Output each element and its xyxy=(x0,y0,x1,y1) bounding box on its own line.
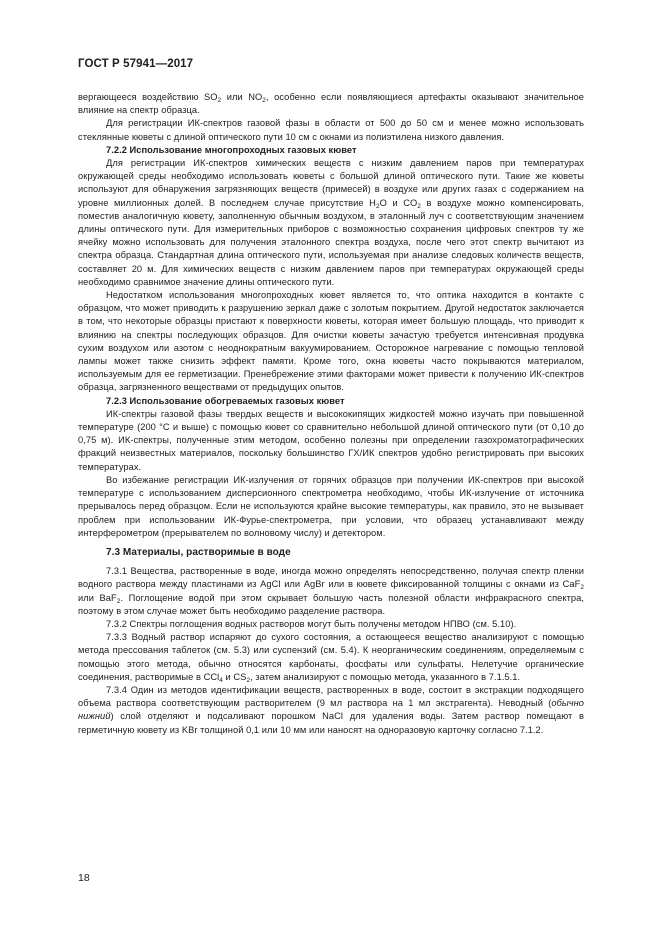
page-number: 18 xyxy=(78,872,90,884)
section-heading xyxy=(78,546,584,559)
text-run: или NO xyxy=(221,92,263,102)
subscript: 2 xyxy=(417,202,421,210)
document-header: ГОСТ Р 57941—2017 xyxy=(78,58,194,70)
text-run: 7.3.2 Спектры поглощения водных растворов могут быть получены методом НПВО (см. 5.10). xyxy=(106,618,517,629)
subscript: 2 xyxy=(580,584,584,592)
text-run: O и CO xyxy=(379,197,418,208)
text-run: 7.3.3 Водный раствор испаряют до сухого состояния, а остающееся вещество анализируют с помощью метода прессования таблеток (см. 5.3) или суспензий (см. 5.4). К неорганическим соединениям, определяемым с помощью этого метода, обычно относятся карбонаты, фосфаты или сульфаты. Нелетучие органические соединения, растворимые в CCl xyxy=(78,632,584,682)
body-paragraph xyxy=(78,474,584,540)
body-paragraph xyxy=(78,157,584,289)
text-run: в воздухе можно компенсировать, поместив аналогичную кювету, заполненную обычным воздухом, в эталонный луч с соответствующим значением длины оптического пути. Для измерительных приборов с возможностью сохранения цифровых спектров ту же ячейку можно использовать для получения эталонного спектра воздуха, после чего этот спектр вычитают из спектра образца. Стандартная длина оптического пути, используемая при анализе следовых количеств веществ, составляет 20 м. Для химических веществ с низким давлением паров при температурах окружающей среды необходимо сравнимое значение длины оптического пути. xyxy=(78,197,585,287)
subscript: 4 xyxy=(219,676,223,684)
text-run: Для регистрации ИК-спектров химических веществ с низким давлением паров при температурах окружающей среды необходимо использовать кюветы с большой длиной оптического пути. Такие же кюветы используют для обнаружения загрязняющих веществ (примесей) в воздухе или других газах с содержанием на уровне миллионных долей. В последнем случае присутствие H xyxy=(78,158,584,208)
text-run: 7.3 Материалы, растворимые в воде xyxy=(106,546,291,558)
text-run: и CS xyxy=(222,671,247,682)
text-run: Во избежание регистрации ИК-излучения от горячих образцов при получении ИК-спектров при высокой температуре с использованием дисперсионного спектрометра необходимо, чтобы ИК-излучение от источника прерывалось перед образцом. Если не используются крайне высокие температуры, как правило, это не вызывает проблем при использовании ИК-Фурье-спектрометра, при условии, что образец устанавливают между интерферометром (прерывателем по волновому числу) и детектором. xyxy=(78,474,584,538)
subscript: 2 xyxy=(246,676,251,684)
text-run: , особенно если появляющиеся артефакты оказывают значительное влияние на спектр образца. xyxy=(78,92,584,116)
italic-text: обычно нижний xyxy=(78,698,584,722)
subscript: 2 xyxy=(217,97,222,104)
body-paragraph xyxy=(78,408,584,474)
body-paragraph xyxy=(78,618,584,631)
text-run: 7.2.3 Использование обогреваемых газовых кювет xyxy=(106,395,345,406)
body-paragraph xyxy=(78,91,584,117)
text-run: . Поглощение водой при этом скрывает большую часть полезной области инфракрасного спектра, поэтому в этом случае может быть необходимо разделение раствора. xyxy=(78,592,585,616)
text-run: ) слой отделяют и подсаливают порошком NaCl для удаления воды. Затем раствор помещают в герметичную кювету из KBr толщиной 0,1 или 10 мм или наносят на одноразовую карточку согласно 7.1.2. xyxy=(78,711,584,735)
text-run: 7.3.4 Один из методов идентификации веществ, растворенных в воде, состоит в экстракции подходящего объема раствора соответствующим растворителем (9 мл раствора на 1 мл экстрагента). Неводный ( xyxy=(78,684,584,709)
body-paragraph xyxy=(78,289,584,395)
text-run: , затем анализируют с помощью метода, указанного в 7.1.5.1. xyxy=(250,671,521,682)
subscript: 2 xyxy=(262,97,266,104)
text-run: или BaF xyxy=(78,592,117,603)
document-body xyxy=(78,91,584,737)
section-heading xyxy=(78,395,584,408)
text-run: ИК-спектры газовой фазы твердых веществ и высококипящих жидкостей можно изучать при повышенной температуре (200 °С и выше) с помощью кювет со сравнительно небольшой длиной оптического пути (от 0,10 до 0,75 м). ИК-спектры, полученные этим методом, особенно полезны при определении газохроматографических фракций неизвестных материалов, поскольку большинство ГХ/ИК спектров удобно регистрировать при высоких температурах. xyxy=(78,408,584,472)
text-run: Недостатком использования многопроходных кювет является то, что оптика находится в контакте с образцом, что может приводить к разрушению зеркал даже с золотым покрытием. Другой недостаток заключается в том, что некоторые образцы пристают к поверхности кюветы, которая имеет большую площадь, что приводит к влиянию на спектры последующих образцов. Для очистки кюветы зачастую требуется интенсивная продувка сухим воздухом или азотом с неоднократным вакуумированием. Осторожное нагревание с помощью тепловой лампы может также снизить эффект памяти. Кроме того, окна кюветы часто покрываются материалом, используемым для ее герметизации. Пренебрежение этими факторами может привести к получению ИК-спектров образца, загрязненного веществами от предыдущих опытов. xyxy=(78,290,584,393)
body-paragraph xyxy=(78,684,584,737)
body-paragraph xyxy=(78,631,584,684)
subscript: 2 xyxy=(116,597,121,605)
section-heading xyxy=(78,144,584,157)
text-run: 7.2.2 Использование многопроходных газовых кювет xyxy=(106,144,357,155)
text-run: вергающееся воздействию SO xyxy=(78,92,218,102)
body-paragraph xyxy=(78,565,584,618)
text-run: 7.3.1 Вещества, растворенные в воде, иногда можно определять непосредственно, получая спектр пленки водного раствора между пластинами из AgCl или AgBr или в кювете фиксированной толщины с окнами из CaF xyxy=(78,566,584,590)
subscript: 2 xyxy=(375,202,380,210)
text-run: Для регистрации ИК-спектров газовой фазы в области от 500 до 50 см и менее можно использовать стеклянные кюветы с длиной оптического пути 10 см с окнами из полиэтилена низкого давления. xyxy=(78,118,584,142)
body-paragraph xyxy=(78,117,584,143)
